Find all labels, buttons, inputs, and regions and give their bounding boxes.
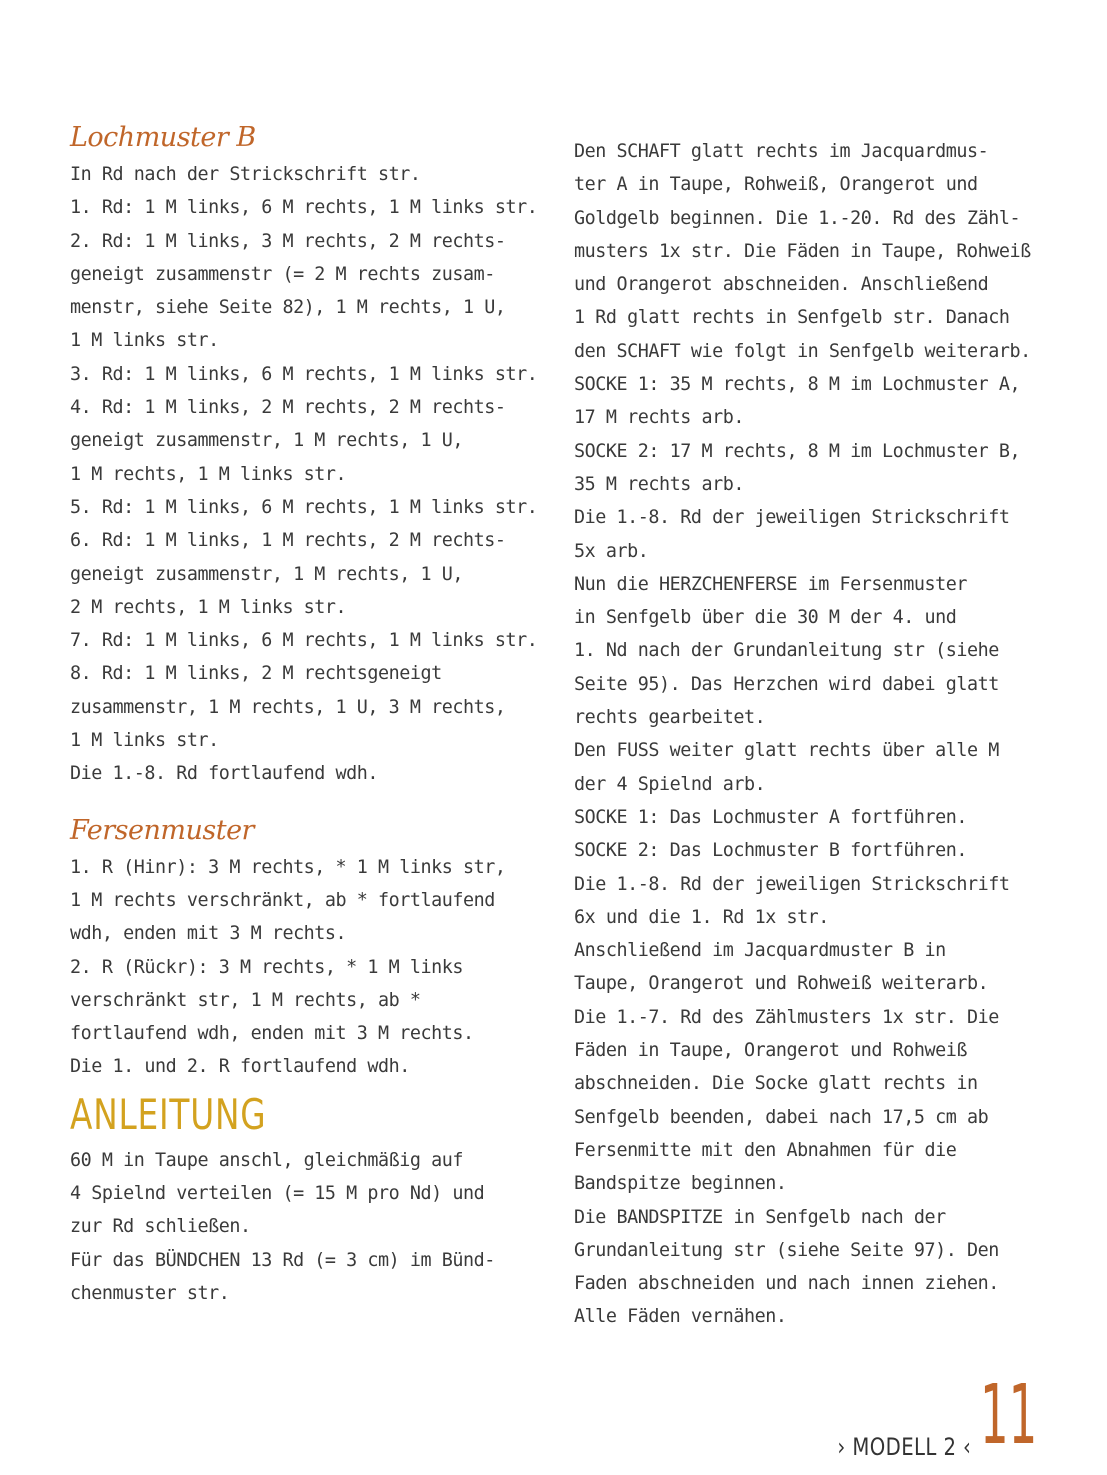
text-line: SOCKE 2: 17 M rechts, 8 M im Lochmuster B, — [574, 440, 1021, 462]
text-line: musters 1x str. Die Fäden in Taupe, Rohweiß — [574, 240, 1031, 262]
text-line: Die BANDSPITZE in Senfgelb nach der — [574, 1206, 946, 1228]
text-line: wdh, enden mit 3 M rechts. — [70, 923, 347, 945]
text-line: Senfgelb beenden, dabei nach 17,5 cm ab — [574, 1106, 989, 1128]
text-line: Nun die HERZCHENFERSE im Fersenmuster — [574, 573, 968, 595]
text-line: SOCKE 2: Das Lochmuster B fortführen. — [574, 840, 968, 862]
text-line: menstr, siehe Seite 82), 1 M rechts, 1 U, — [70, 297, 506, 319]
text-line: und Orangerot abschneiden. Anschließend — [574, 274, 989, 296]
text-line: 2. R (Rückr): 3 M rechts, * 1 M links — [70, 956, 464, 978]
lochmuster-b-body — [70, 158, 540, 791]
text-line: geneigt zusammenstr (= 2 M rechts zusam- — [70, 263, 495, 285]
text-line: 5. Rd: 1 M links, 6 M rechts, 1 M links str. — [70, 496, 538, 518]
text-line: Die 1.-8. Rd der jeweiligen Strickschrift — [574, 507, 1010, 529]
text-line: Fersenmitte mit den Abnahmen für die — [574, 1139, 957, 1161]
heading-anleitung: ANLEITUNG — [70, 1089, 267, 1139]
text-line: 1. Rd: 1 M links, 6 M rechts, 1 M links str. — [70, 197, 538, 219]
text-line: 4 Spielnd verteilen (= 15 M pro Nd) und — [70, 1183, 485, 1205]
text-line: 1 M links str. — [70, 330, 219, 352]
text-line: 1 Rd glatt rechts in Senfgelb str. Danach — [574, 307, 1010, 329]
right-column — [574, 135, 1074, 1334]
text-line: SOCKE 1: 35 M rechts, 8 M im Lochmuster A, — [574, 374, 1021, 396]
text-line: 17 M rechts arb. — [574, 407, 744, 429]
text-line: 4. Rd: 1 M links, 2 M rechts, 2 M rechts- — [70, 397, 506, 419]
text-line: Grundanleitung str (siehe Seite 97). Den — [574, 1239, 999, 1261]
text-line: 3. Rd: 1 M links, 6 M rechts, 1 M links str. — [70, 363, 538, 385]
text-line: chenmuster str. — [70, 1282, 230, 1304]
text-line: Faden abschneiden und nach innen ziehen. — [574, 1273, 999, 1295]
text-line: In Rd nach der Strickschrift str. — [70, 164, 421, 185]
text-line: Die 1.-7. Rd des Zählmusters 1x str. Die — [574, 1006, 999, 1028]
text-line: 2 M rechts, 1 M links str. — [70, 596, 347, 618]
text-line: 1 M rechts verschränkt, ab * fortlaufend — [70, 889, 495, 911]
page-number: 11 — [979, 1368, 1037, 1463]
text-line: 1. R (Hinr): 3 M rechts, * 1 M links str, — [70, 856, 506, 878]
left-column — [70, 118, 540, 1310]
text-line: fortlaufend wdh, enden mit 3 M rechts. — [70, 1023, 474, 1045]
text-line: Anschließend im Jacquardmuster B in — [574, 940, 946, 962]
text-line: Den SCHAFT glatt rechts im Jacquardmus- — [574, 141, 989, 162]
text-line: ter A in Taupe, Rohweiß, Orangerot und — [574, 174, 978, 196]
text-line: Fäden in Taupe, Orangerot und Rohweiß — [574, 1040, 968, 1062]
text-line: Die 1.-8. Rd der jeweiligen Strickschrift — [574, 873, 1010, 895]
text-line: 6x und die 1. Rd 1x str. — [574, 906, 829, 928]
text-line: Die 1. und 2. R fortlaufend wdh. — [70, 1056, 410, 1078]
text-line: 7. Rd: 1 M links, 6 M rechts, 1 M links str. — [70, 630, 538, 652]
text-line: Seite 95). Das Herzchen wird dabei glatt — [574, 673, 999, 695]
anleitung-body — [70, 1144, 540, 1310]
text-line: in Senfgelb über die 30 M der 4. und — [574, 607, 957, 629]
text-line: Bandspitze beginnen. — [574, 1173, 787, 1195]
fersenmuster-body — [70, 851, 540, 1084]
text-line: abschneiden. Die Socke glatt rechts in — [574, 1073, 978, 1095]
text-line: zur Rd schließen. — [70, 1216, 251, 1238]
text-line: 8. Rd: 1 M links, 2 M rechtsgeneigt — [70, 663, 442, 685]
text-line: den SCHAFT wie folgt in Senfgelb weiterarb. — [574, 340, 1031, 362]
text-line: Den FUSS weiter glatt rechts über alle M — [574, 740, 999, 762]
text-line: 1. Nd nach der Grundanleitung str (siehe — [574, 640, 999, 662]
text-line: zusammenstr, 1 M rechts, 1 U, 3 M rechts, — [70, 696, 506, 718]
text-line: Goldgelb beginnen. Die 1.-20. Rd des Zähl- — [574, 207, 1021, 229]
text-line: verschränkt str, 1 M rechts, ab * — [70, 989, 421, 1011]
text-line: 60 M in Taupe anschl, gleichmäßig auf — [70, 1149, 464, 1171]
heading-fersenmuster: Fersenmuster — [70, 814, 254, 846]
text-line: 1 M rechts, 1 M links str. — [70, 463, 347, 485]
text-line: Die 1.-8. Rd fortlaufend wdh. — [70, 763, 379, 785]
model-label: › MODELL 2 ‹ — [837, 1433, 971, 1461]
text-line: geneigt zusammenstr, 1 M rechts, 1 U, — [70, 563, 464, 585]
text-line: der 4 Spielnd arb. — [574, 773, 766, 795]
text-line: 2. Rd: 1 M links, 3 M rechts, 2 M rechts- — [70, 230, 506, 252]
text-line: 6. Rd: 1 M links, 1 M rechts, 2 M rechts- — [70, 530, 506, 552]
text-line: Für das BÜNDCHEN 13 Rd (= 3 cm) im Bünd- — [70, 1249, 495, 1271]
text-line: 5x arb. — [574, 540, 649, 562]
text-line: 35 M rechts arb. — [574, 473, 744, 495]
text-line: Alle Fäden vernähen. — [574, 1306, 787, 1328]
text-line: Taupe, Orangerot und Rohweiß weiterarb. — [574, 973, 989, 995]
text-line: 1 M links str. — [70, 730, 219, 752]
text-line: geneigt zusammenstr, 1 M rechts, 1 U, — [70, 430, 464, 452]
heading-lochmuster-b: Lochmuster B — [70, 122, 256, 153]
text-line: SOCKE 1: Das Lochmuster A fortführen. — [574, 806, 968, 828]
text-line: rechts gearbeitet. — [574, 707, 766, 729]
